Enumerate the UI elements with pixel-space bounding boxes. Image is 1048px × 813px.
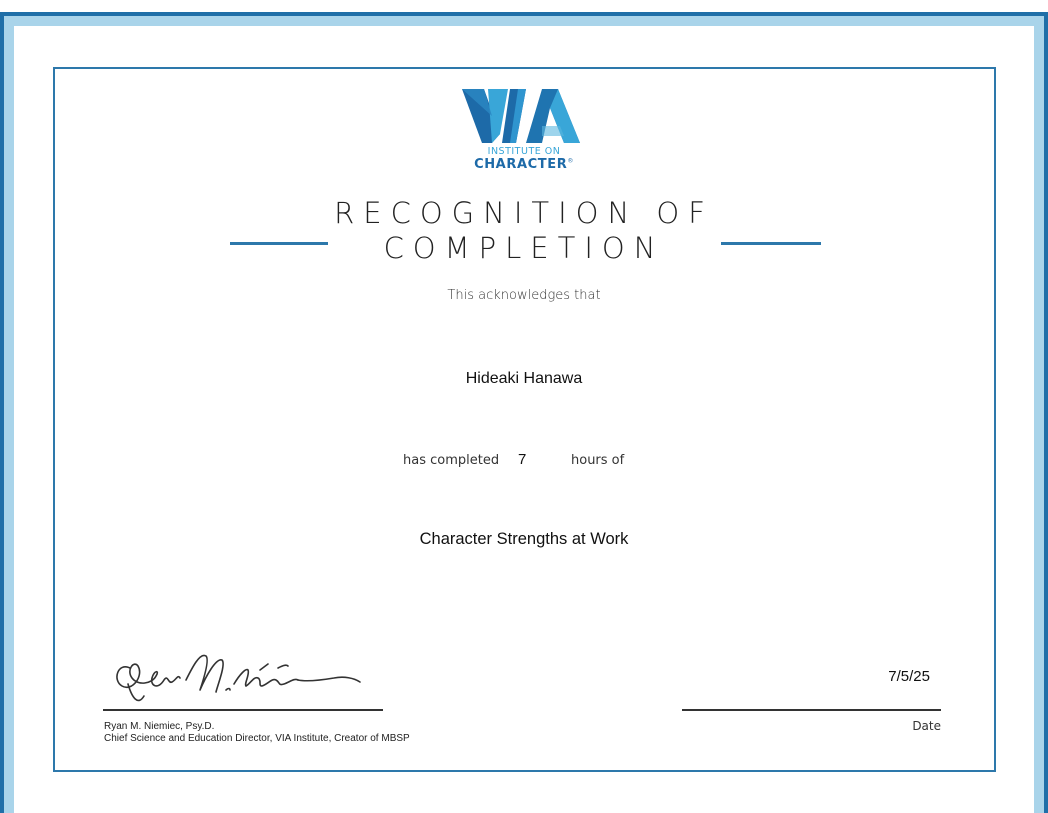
logo-line-character: CHARACTER®: [474, 157, 574, 172]
signer-name: Ryan M. Niemiec, Psy.D.: [104, 721, 215, 732]
recipient-name: Hideaki Hanawa: [465, 370, 583, 387]
date-label: Date: [912, 719, 941, 733]
signature-line: [103, 709, 383, 711]
top-strip: [0, 0, 1048, 12]
acknowledgement-text: This acknowledges that: [447, 288, 601, 303]
via-logo-mark: [460, 86, 588, 146]
completion-date: 7/5/25: [888, 668, 930, 685]
signature-icon: [108, 640, 370, 710]
logo-line-institute: INSTITUTE ON: [487, 146, 561, 157]
registered-mark: ®: [567, 157, 574, 165]
title-rule-right: [721, 242, 821, 245]
title-rule-left: [230, 242, 328, 245]
certificate-title-line-2: COMPLETION: [383, 231, 665, 265]
hours-value: 7: [518, 451, 527, 468]
course-name: Character Strengths at Work: [419, 530, 629, 548]
completed-prefix: has completed: [403, 453, 500, 468]
certificate-title-line-1: RECOGNITION OF: [334, 196, 714, 230]
signer-title: Chief Science and Education Director, VIA Institute, Creator of MBSP: [104, 733, 410, 744]
via-logo: [460, 86, 588, 176]
completed-suffix: hours of: [571, 453, 625, 468]
date-line: [682, 709, 941, 711]
